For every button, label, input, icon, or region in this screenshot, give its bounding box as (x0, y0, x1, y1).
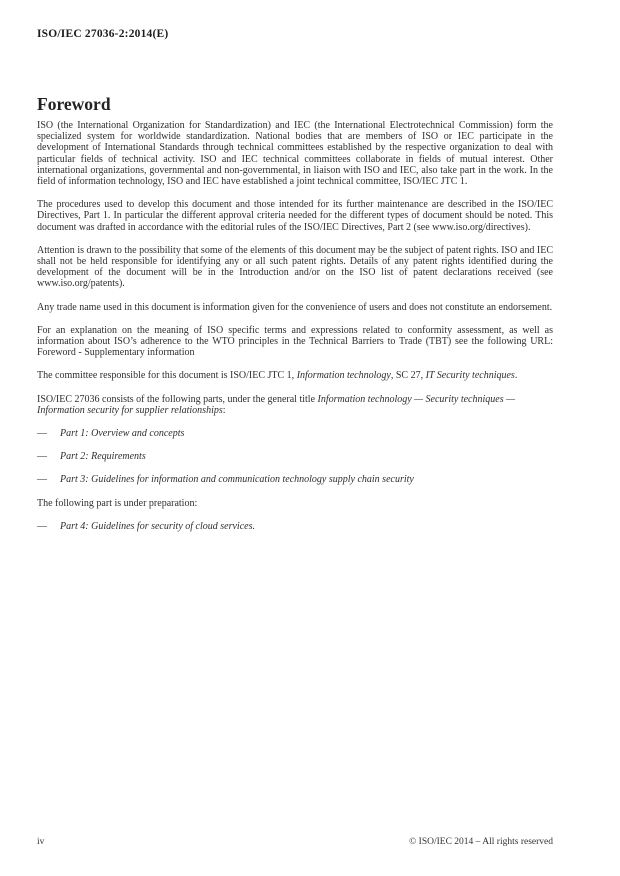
list-dash: — (37, 474, 47, 486)
page-number: iv (37, 837, 45, 847)
paragraph-trade-name: Any trade name used in this document is information given for the convenience of users and does not constitute an endorsement. (37, 301, 553, 313)
paragraph-committee: The committee responsible for this document is ISO/IEC JTC 1, Information technology, SC 27, IT Security techniques. (37, 370, 518, 382)
foreword-title: Foreword (37, 93, 111, 114)
list-item-part-2 (37, 451, 553, 462)
copyright-notice: © ISO/IEC 2014 – All rights reserved (409, 837, 553, 847)
foreword-body (37, 120, 553, 544)
paragraph-wto-tbt: For an explanation on the meaning of ISO specific terms and expressions related to conformity assessment, as well as information about ISO’s adherence to the WTO principles in the Technical Barriers to Trade (TBT) see the following URL: Foreword - Supplementary information (37, 324, 553, 359)
standard-reference-header: ISO/IEC 27036-2:2014(E) (37, 28, 169, 40)
list-item-part-1 (37, 428, 553, 439)
part-1-label: Part 1: Overview and concepts (60, 428, 185, 440)
list-dash: — (37, 428, 47, 440)
paragraph-under-preparation: The following part is under preparation: (37, 497, 198, 509)
paragraph-procedures: The procedures used to develop this document and those intended for its further maintenance are described in the ISO/IEC Directives, Part 1. In particular the different approval criteria needed for the different types of document should be noted. This document was drafted in accordance with the editorial rules of the ISO/IEC Directives, Part 2 (see www.iso.org/directives). (37, 199, 553, 233)
paragraph-iso-iec-intro: ISO (the International Organization for Standardization) and IEC (the International Electrotechnical Commission) form the specialized system for worldwide standardization. National bodies that are members of ISO or IEC participate in the development of International Standards through technical committees established by the respective organization to deal with particular fields of technical activity. ISO and IEC technical committees collaborate in fields of mutual interest. Other international organizations, governmental and non-governmental, in liaison with ISO and IEC, also take part in the work. In the field of information technology, ISO and IEC have established a joint technical committee, ISO/IEC JTC 1. (37, 120, 553, 188)
list-dash: — (37, 520, 47, 532)
list-item-part-3 (37, 474, 553, 485)
paragraph-patent-rights: Attention is drawn to the possibility that some of the elements of this document may be the subject of patent rights. ISO and IEC shall not be held responsible for identifying any or all such patent rights. Details of any patent rights identified during the development of the document will be in the Introduction and/or on the ISO list of patent declarations received (see www.iso.org/patents). (37, 244, 553, 290)
paragraph-parts-intro: ISO/IEC 27036 consists of the following parts, under the general title Information technology — Security techniques — Information security for supplier relationships: (37, 393, 515, 416)
part-2-label: Part 2: Requirements (60, 451, 146, 463)
part-4-label: Part 4: Guidelines for security of cloud services. (60, 520, 255, 532)
list-dash: — (37, 451, 47, 463)
list-item-part-4 (37, 521, 553, 532)
part-3-label: Part 3: Guidelines for information and communication technology supply chain security (60, 474, 414, 486)
